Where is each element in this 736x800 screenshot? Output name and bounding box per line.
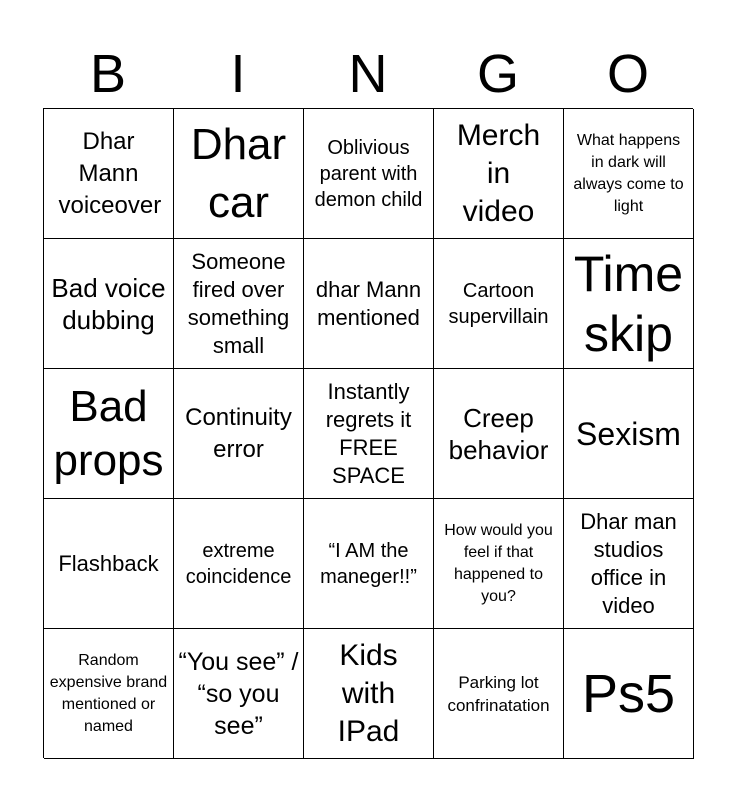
cell-text: Parking lot confrinatation bbox=[447, 672, 550, 715]
cell-text: Someone fired over something small bbox=[187, 248, 290, 358]
cell-text: Continuity error bbox=[185, 403, 292, 463]
bingo-cell-4-5[interactable] bbox=[564, 499, 694, 629]
bingo-cell-3-3[interactable] bbox=[304, 369, 434, 499]
bingo-header bbox=[43, 40, 693, 108]
bingo-cell-1-2[interactable] bbox=[174, 109, 304, 239]
bingo-cell-5-5[interactable] bbox=[564, 629, 694, 759]
cell-text: Dhar Mann voiceover bbox=[58, 127, 162, 219]
cell-text: Random expensive brand mentioned or named bbox=[49, 651, 168, 735]
bingo-cell-3-5[interactable] bbox=[564, 369, 694, 499]
cell-text: Time skip bbox=[573, 245, 684, 362]
bingo-cell-5-2[interactable] bbox=[174, 629, 304, 759]
bingo-cell-2-3[interactable] bbox=[304, 239, 434, 369]
bingo-cell-2-4[interactable] bbox=[434, 239, 564, 369]
header-letter-n: N bbox=[348, 44, 388, 104]
header-letter-b: B bbox=[89, 44, 127, 104]
cell-text: What happens in dark will always come to light bbox=[573, 131, 684, 215]
cell-text: dhar Mann mentioned bbox=[315, 276, 422, 330]
cell-text: Oblivious parent with demon child bbox=[314, 136, 423, 211]
cell-text: “I AM the maneger!!” bbox=[320, 539, 417, 588]
cell-text: “You see” / “so you see” bbox=[178, 647, 299, 740]
cell-text: Ps5 bbox=[581, 663, 676, 724]
bingo-cell-1-1[interactable] bbox=[44, 109, 174, 239]
bingo-cell-5-1[interactable] bbox=[44, 629, 174, 759]
cell-text: Bad voice dubbing bbox=[51, 272, 166, 335]
cell-text: Sexism bbox=[576, 415, 681, 452]
cell-text: Dhar car bbox=[190, 119, 287, 227]
cell-text: Dhar man studios office in video bbox=[580, 508, 677, 618]
bingo-cell-2-5[interactable] bbox=[564, 239, 694, 369]
bingo-cell-3-1[interactable] bbox=[44, 369, 174, 499]
bingo-cell-3-2[interactable] bbox=[174, 369, 304, 499]
bingo-cell-4-3[interactable] bbox=[304, 499, 434, 629]
cell-text: Cartoon supervillain bbox=[448, 279, 549, 328]
bingo-cell-1-5[interactable] bbox=[564, 109, 694, 239]
bingo-cell-2-1[interactable] bbox=[44, 239, 174, 369]
bingo-grid bbox=[43, 108, 693, 758]
cell-text: Kids with IPad bbox=[337, 638, 400, 748]
bingo-cell-5-3[interactable] bbox=[304, 629, 434, 759]
cell-text: Instantly regrets it FREE SPACE bbox=[325, 378, 412, 488]
bingo-cell-2-2[interactable] bbox=[174, 239, 304, 369]
bingo-cell-1-4[interactable] bbox=[434, 109, 564, 239]
bingo-cell-4-2[interactable] bbox=[174, 499, 304, 629]
cell-text: Creep behavior bbox=[448, 402, 549, 465]
bingo-cell-3-4[interactable] bbox=[434, 369, 564, 499]
cell-text: extreme coincidence bbox=[185, 539, 292, 588]
bingo-cell-1-3[interactable] bbox=[304, 109, 434, 239]
bingo-cell-4-4[interactable] bbox=[434, 499, 564, 629]
bingo-cell-5-4[interactable] bbox=[434, 629, 564, 759]
cell-text: Merch in video bbox=[456, 118, 541, 228]
cell-text: Flashback bbox=[58, 550, 159, 576]
header-letter-o: O bbox=[606, 44, 649, 104]
header-letter-g: G bbox=[476, 44, 519, 104]
cell-text: Bad props bbox=[53, 381, 164, 485]
cell-text: How would you feel if that happened to you? bbox=[444, 521, 553, 605]
bingo-cell-4-1[interactable] bbox=[44, 499, 174, 629]
header-letter-i: I bbox=[230, 44, 246, 104]
